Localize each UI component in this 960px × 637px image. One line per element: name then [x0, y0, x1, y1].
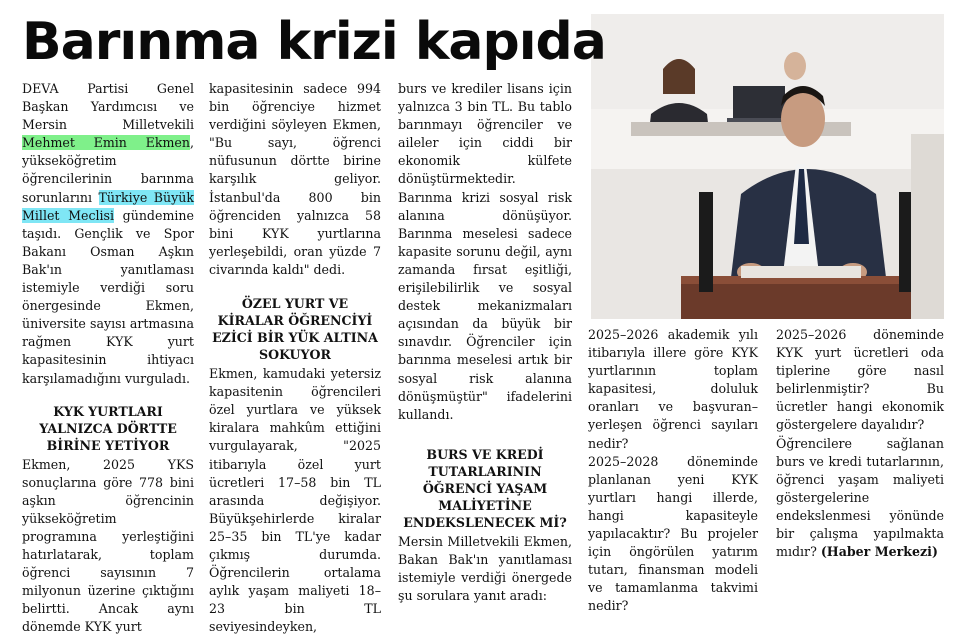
- signature: (Haber Merkezi): [820, 544, 938, 560]
- paragraph: 2025–2028 döneminde planlanan yeni KYK yurtları hangi illerde, hangi kapasiteyle yapılacaktır? Bu projeler için öngörülen yatırım tutarı, finansman modeli ve tamamlanma takvimi nedir?: [588, 453, 758, 614]
- highlight-tbmm: Türkiye Büyük Millet Meclisi: [22, 189, 194, 223]
- column-4: [588, 326, 758, 616]
- column-2: [209, 80, 381, 636]
- paragraph: [22, 80, 194, 388]
- paragraph: kapasitesinin sadece 994 bin öğrenciye hizmet verdiğini söyleyen Ekmen, "Bu sayı, öğrenci nüfusunun dörtte birine karşılık geliyor. İstanbul'da 800 bin öğrenciden yalnızca 58 bini KYK yurtlarına yerleşebildi, oran yüzde 7 civarında kaldı" dedi.: [209, 81, 381, 277]
- highlight-name: Mehmet Emin Ekmen: [22, 135, 190, 151]
- paragraph: Ekmen, 2025 YKS sonuçlarına göre 778 bini aşkın öğrencinin yükseköğretim programına yerleştiğini hatırlatarak, toplam öğrenci sayısının 7 milyonun üzerine çıktığını belirtti. Ancak aynı dönemde KYK yurt: [22, 456, 194, 635]
- text: gündemine taşıdı. Gençlik ve Spor Bakanı Osman Aşkın Bak'ın yanıtlaması istemiyle verdiği soru önergesinde Ekmen, üniversite sayısı artmasına rağmen KYK yurt kapasitesinin ihtiyacı karşılamadığını vurguladı.: [22, 207, 194, 386]
- subheading-3: BURS VE KREDİ TUTARLARININ ÖĞRENCİ YAŞAM MALİYETİNE ENDEKSLENECEK Mİ?: [403, 446, 567, 530]
- subheading-1: KYK YURTLARI YALNIZCA DÖRTTE BİRİNE YETİYOR: [39, 403, 177, 453]
- subheading-2: ÖZEL YURT VE KİRALAR ÖĞRENCİYİ EZİCİ BİR YÜK ALTINA SOKUYOR: [212, 296, 378, 363]
- text: , yükseköğretim öğrencilerinin barınma sorunlarını: [22, 135, 194, 205]
- headline: Barınma krizi kapıda: [22, 12, 606, 72]
- paragraph: 2025–2026 akademik yılı itibarıyla illere göre KYK yurtlarının toplam kapasitesi, doluluk oranları ve başvuran–yerleşen öğrenci sayıları nedir?: [588, 327, 758, 451]
- column-1: [22, 80, 194, 637]
- column-3: [398, 80, 572, 605]
- paragraph: [776, 435, 944, 562]
- text: Öğrencilere sağlanan burs ve kredi tutarlarının, öğrenci yaşam maliyeti göstergelerine endekslenmesi yönünde bir çalışma yapılmakta mıdır?: [776, 435, 944, 560]
- paragraph: Mersin Milletvekili Ekmen, Bakan Bak'ın yanıtlaması istemiyle verdiği önergede şu sorulara yanıt aradı:: [398, 533, 572, 604]
- column-5: [776, 326, 944, 561]
- paragraph: 2025–2026 döneminde KYK yurt ücretleri oda tiplerine göre nasıl belirlenmiştir? Bu ücretler hangi ekonomik göstergelere dayalıdır?: [776, 327, 944, 433]
- news-photo: [591, 14, 944, 319]
- paragraph: Ekmen, kamudaki yetersiz kapasitenin öğrencileri özel yurtlara ve yüksek kiralara mahkûm ettiğini vurgulayarak, "2025 itibarıyla özel yurt ücretleri 17–58 bin TL arasında değişiyor. Büyükşehirlerde kiralar 25–35 bin TL'ye kadar çıkmış durumda. Öğrencilerin ortalama aylık yaşam maliyeti 18–23 bin TL seviyesindeyken,: [209, 366, 381, 635]
- paragraph: burs ve krediler lisans için yalnızca 3 bin TL. Bu tablo barınmayı öğrenciler ve aileler için ciddi bir ekonomik külfete dönüştürmektedir. Barınma krizi sosyal risk alanına dönüşüyor. Barınma meselesi sadece kapasite sorunu değil, aynı zamanda fırsat eşitliği, erişilebilirlik ve sosyal destek mekanizmaları açısından da büyük bir sınavdır. Öğrenciler için barınma meselesi artık bir sosyal risk alanına dönüşmüştür" ifadelerini kullandı.: [398, 81, 572, 422]
- text: DEVA Partisi Genel Başkan Yardımcısı ve Mersin Milletvekili: [22, 81, 194, 133]
